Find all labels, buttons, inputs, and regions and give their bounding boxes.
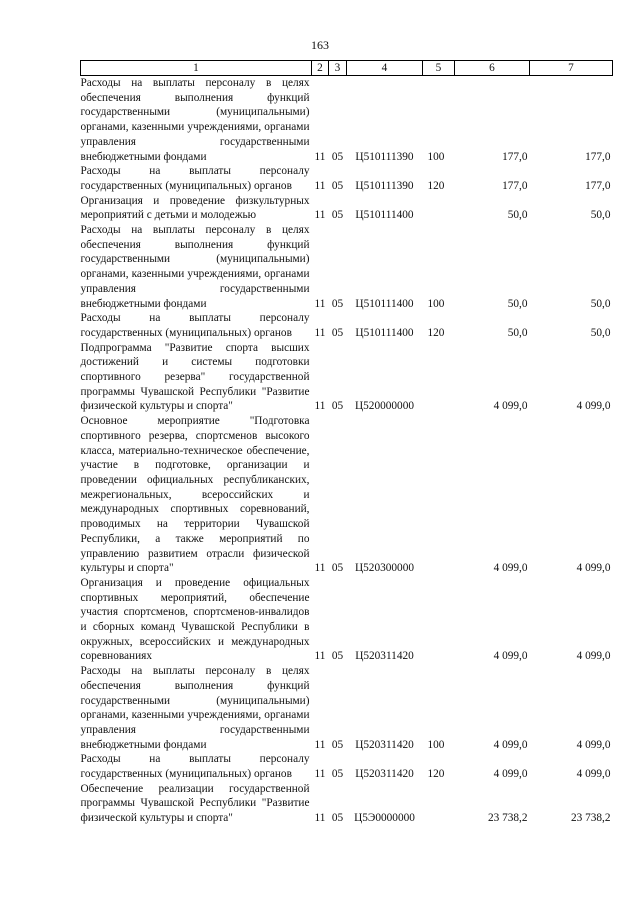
table-row: [81, 194, 613, 223]
target-article-cell: Ц520300000: [355, 562, 414, 575]
row-name-text: Организация и проведение физкультурных мероприятий с детьми и молодежью: [80, 194, 310, 222]
section-cell: 11: [314, 400, 326, 413]
table-body: [81, 76, 613, 826]
section-cell: 11: [314, 209, 326, 222]
target-article-cell: Ц510111400: [355, 297, 414, 310]
page-number: 163: [311, 38, 329, 52]
column-header-1: 1: [81, 61, 312, 76]
expense-type-cell: [423, 414, 455, 576]
row-name-cell: [81, 664, 312, 752]
column-header-6: 6: [455, 61, 530, 76]
subsection-cell: 05: [331, 562, 344, 575]
amount-year2-cell: 50,0: [590, 209, 611, 222]
table-row: [81, 311, 613, 340]
table-row: [81, 164, 613, 193]
column-header-5: 5: [423, 61, 455, 76]
table-row: [81, 664, 613, 752]
row-name-text: Организация и проведение официальных спортивных мероприятий, обеспечение участия спортсменов, спортсменов-инвалидов и сборных команд Чувашской Республики в окружных, всероссийских и международных соревнованиях: [80, 576, 310, 663]
table-row: [81, 223, 613, 311]
amount-year1-cell: 50,0: [507, 326, 528, 339]
target-article-cell: Ц520311420: [355, 650, 414, 663]
subsection-cell: 05: [331, 738, 344, 751]
section-cell: 11: [314, 812, 326, 825]
target-article-cell: Ц510111390: [355, 179, 414, 192]
row-name-text: Расходы на выплаты персоналу государственных (муниципальных) органов: [80, 165, 310, 192]
amount-year1-cell: 4 099,0: [493, 650, 528, 663]
amount-year1-cell: 177,0: [502, 179, 528, 192]
row-name-text: Расходы на выплаты персоналу государственных (муниципальных) органов: [80, 753, 310, 781]
amount-year1-cell: 50,0: [507, 297, 528, 310]
expense-type-cell: [423, 576, 455, 664]
row-name-text: Основное мероприятие "Подготовка спортивного резерва, спортсменов высокого класса, материально-техническое обеспечение, участие в подготовке, организации и проведении официальных республиканских, межрегиональных, всероссийских и международных спортивных соревнований, проводимых на территории Чувашской Республики, а также мероприятий по управлению развитием отрасли физической культуры и спорта": [80, 415, 310, 575]
row-name-cell: [81, 164, 312, 193]
subsection-cell: 05: [331, 326, 344, 339]
column-header-3: 3: [329, 61, 347, 76]
subsection-cell: 05: [331, 650, 344, 663]
section-cell: 11: [314, 179, 326, 192]
row-name-cell: [81, 414, 312, 576]
amount-year2-cell: 4 099,0: [576, 562, 611, 575]
row-name-cell: [81, 223, 312, 311]
expense-type-cell: 120: [427, 326, 445, 339]
section-cell: 11: [314, 297, 326, 310]
amount-year2-cell: 50,0: [590, 326, 611, 339]
budget-table: [80, 60, 613, 826]
expense-type-cell: [423, 194, 455, 223]
expense-type-cell: [423, 782, 455, 826]
amount-year1-cell: 177,0: [502, 150, 528, 163]
row-name-cell: [81, 76, 312, 165]
amount-year1-cell: 4 099,0: [493, 768, 528, 781]
table-row: [81, 752, 613, 781]
amount-year1-cell: 4 099,0: [493, 738, 528, 751]
column-header-4: 4: [347, 61, 423, 76]
row-name-cell: [81, 311, 312, 340]
column-header-7: 7: [530, 61, 613, 76]
expense-type-cell: 120: [427, 179, 445, 192]
subsection-cell: 05: [331, 209, 344, 222]
amount-year2-cell: 4 099,0: [576, 738, 611, 751]
row-name-text: Расходы на выплаты персоналу в целях обеспечения выполнения функций государственными (муниципальными) органами, казенными учреждениями, органами управления государственными внебюджетными фондами: [80, 77, 310, 163]
row-name-text: Расходы на выплаты персоналу в целях обеспечения выполнения функций государственными (муниципальными) органами, казенными учреждениями, органами управления государственными внебюджетными фондами: [80, 665, 310, 751]
row-name-cell: [81, 576, 312, 664]
column-header-2: 2: [312, 61, 329, 76]
amount-year1-cell: 23 738,2: [487, 812, 528, 825]
amount-year1-cell: 50,0: [507, 209, 528, 222]
section-cell: 11: [314, 738, 326, 751]
subsection-cell: 05: [331, 179, 344, 192]
target-article-cell: Ц510111400: [355, 326, 414, 339]
subsection-cell: 05: [331, 297, 344, 310]
table-row: [81, 782, 613, 826]
section-cell: 11: [314, 150, 326, 163]
subsection-cell: 05: [331, 400, 344, 413]
target-article-cell: Ц520000000: [355, 400, 414, 413]
expense-type-cell: 100: [427, 297, 445, 310]
table-header-row: [81, 61, 613, 76]
row-name-text: Обеспечение реализации государственной программы Чувашской Республики "Развитие физической культуры и спорта": [80, 782, 310, 825]
amount-year2-cell: 177,0: [585, 179, 611, 192]
target-article-cell: Ц520311420: [355, 738, 414, 751]
subsection-cell: 05: [331, 812, 344, 825]
amount-year2-cell: 23 738,2: [570, 812, 611, 825]
row-name-cell: [81, 194, 312, 223]
table-row: [81, 414, 613, 576]
amount-year2-cell: 4 099,0: [576, 768, 611, 781]
section-cell: 11: [314, 326, 326, 339]
row-name-cell: [81, 341, 312, 415]
amount-year2-cell: 4 099,0: [576, 650, 611, 663]
expense-type-cell: [423, 341, 455, 415]
target-article-cell: Ц520311420: [355, 768, 414, 781]
expense-type-cell: 120: [427, 768, 445, 781]
subsection-cell: 05: [331, 150, 344, 163]
amount-year1-cell: 4 099,0: [493, 400, 528, 413]
table-row: [81, 341, 613, 415]
amount-year2-cell: 4 099,0: [576, 400, 611, 413]
expense-type-cell: 100: [427, 150, 445, 163]
row-name-text: Расходы на выплаты персоналу государственных (муниципальных) органов: [80, 312, 310, 339]
row-name-cell: [81, 752, 312, 781]
amount-year2-cell: 50,0: [590, 297, 611, 310]
target-article-cell: Ц510111400: [355, 209, 414, 222]
section-cell: 11: [314, 562, 326, 575]
amount-year1-cell: 4 099,0: [493, 562, 528, 575]
table-row: [81, 576, 613, 664]
section-cell: 11: [314, 650, 326, 663]
section-cell: 11: [314, 768, 326, 781]
table-row: [81, 76, 613, 165]
target-article-cell: Ц510111390: [355, 150, 414, 163]
amount-year2-cell: 177,0: [585, 150, 611, 163]
row-name-text: Расходы на выплаты персоналу в целях обеспечения выполнения функций государственными (муниципальными) органами, казенными учреждениями, органами управления государственными внебюджетными фондами: [80, 224, 310, 310]
subsection-cell: 05: [331, 768, 344, 781]
row-name-text: Подпрограмма "Развитие спорта высших достижений и системы подготовки спортивного резерва" государственной программы Чувашской Республики "Развитие физической культуры и спорта": [80, 341, 310, 413]
expense-type-cell: 100: [427, 738, 445, 751]
row-name-cell: [81, 782, 312, 826]
target-article-cell: Ц5Э0000000: [354, 812, 415, 825]
